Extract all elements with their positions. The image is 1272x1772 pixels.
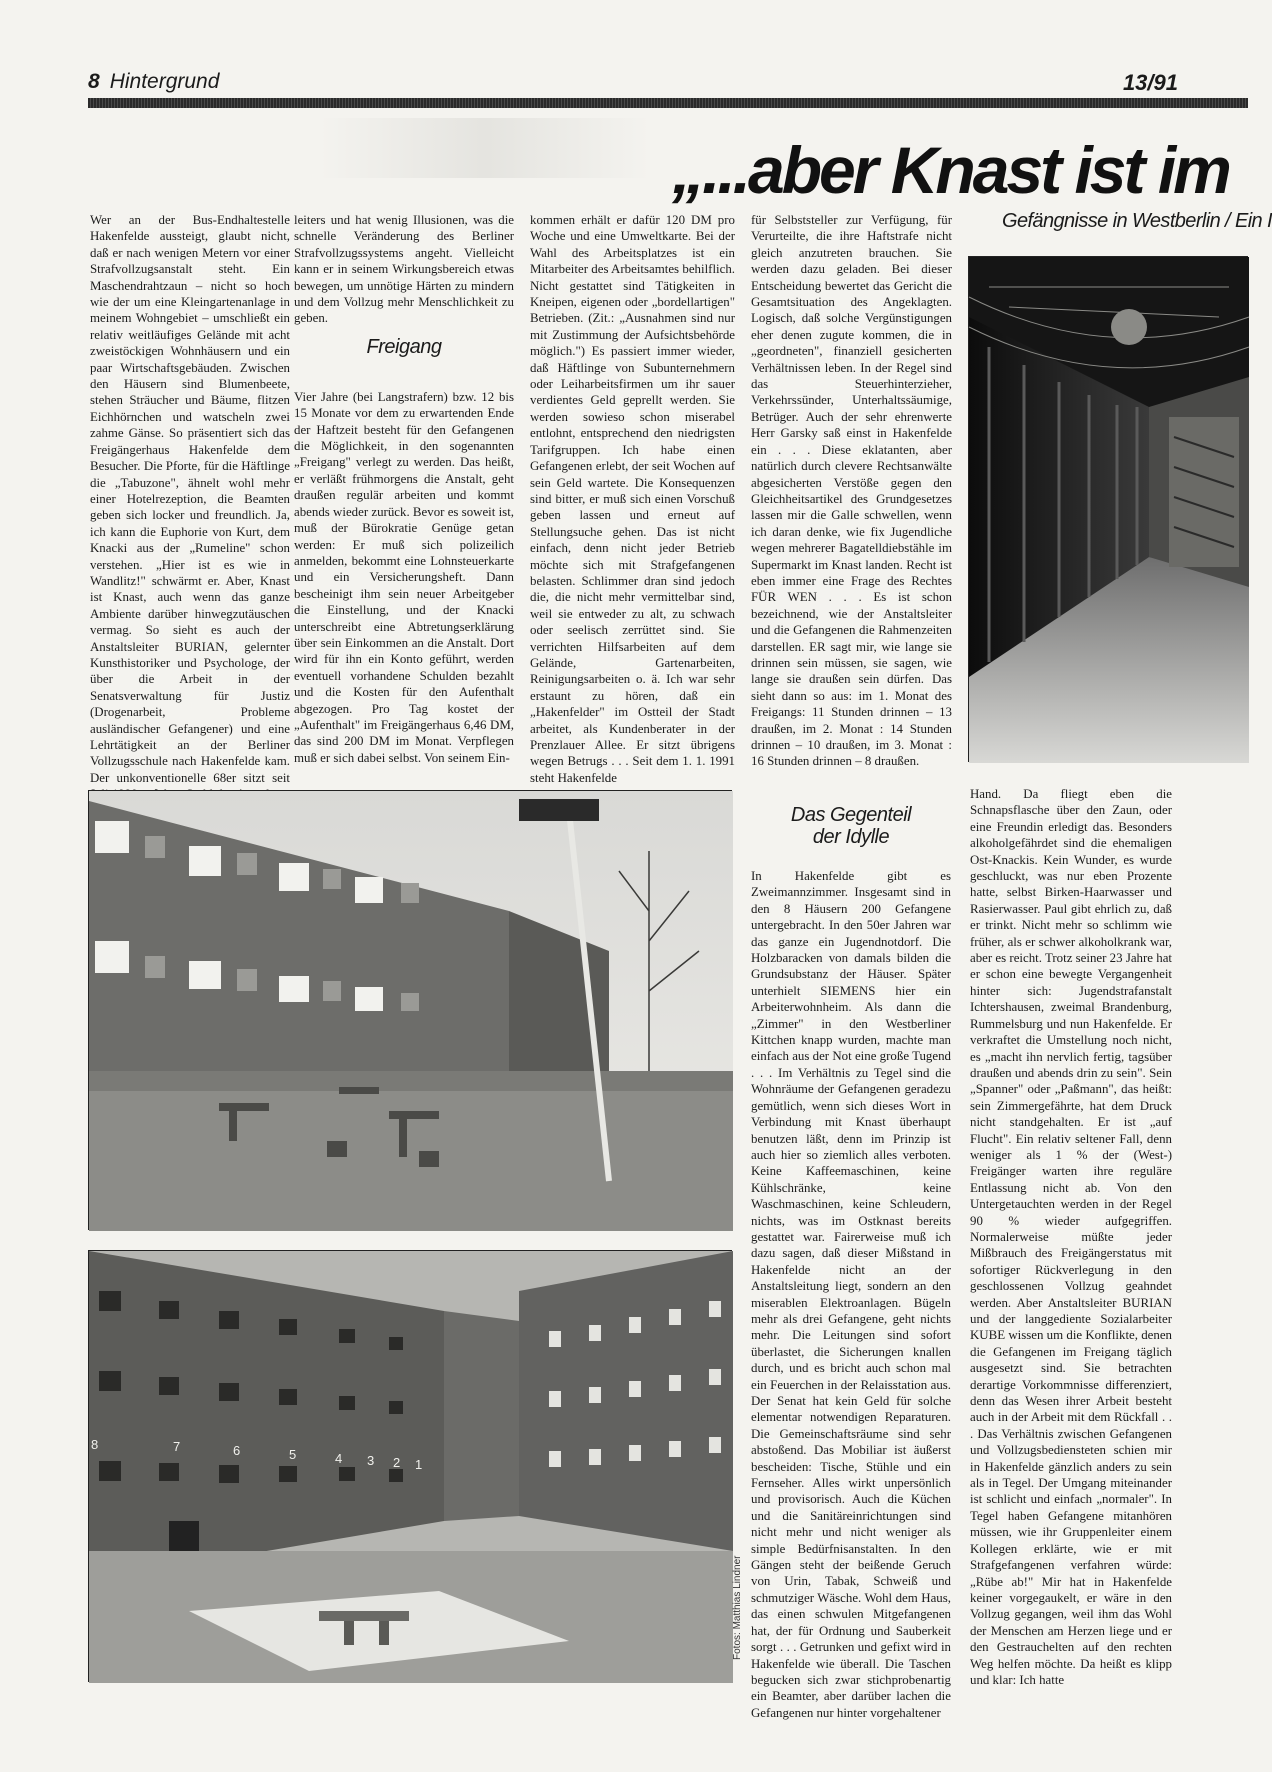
building-number-8: 8: [91, 1437, 99, 1452]
courtyard-illustration: [89, 791, 733, 1231]
building-number-6: 6: [233, 1443, 241, 1458]
article-column-5: [751, 868, 951, 1720]
column-3-text: kommen erhält er dafür 120 DM pro Woche und eine Umweltkarte. Bei der Wahl des Arbeitsplatzes ist ein Mitarbeiter des Arbeitsamtes behilflich. Nicht gestattet sind Tätigkeiten in Kneipen, eigenen oder „bordellartigen" Betrieben. (Zit.: „Ausnahmen sind nur mit Zustimmung der Aufsichtsbehörde möglich.") Es passiert immer wieder, daß Häftlinge von Subunternehmern oder Leiharbeitsfirmen um ihr sauer verdientes Geld geprellt werden. Sie werden sowieso schon miserabel entlohnt, entsprechend den niedrigsten Tarifgruppen. Ich habe einen Gefangenen erlebt, der seit Wochen auf sein Geld wartete. Die Konsequenzen sind bitter, er muß sich einen Vorschuß geben lassen und erneut auf Stellungsuche gehen. Das ist nicht einfach, denn nicht jeder Betrieb möchte sich mit Strafgefangenen belasten. Schlimmer dran sind jedoch die, die nicht mehr vermittelbar sind, weil sie entweder zu alt, zu schwach oder seelisch zerrüttet sind. Sie verrichten Hilfsarbeiten auf dem Gelände, Gartenarbeiten, Reinigungsarbeiten o. ä. Ich war sehr erstaunt zu hören, daß ein „Hakenfelder" im Ostteil der Stadt arbeitet, als Kundenberater in der Prenzlauer Allee. Er sitzt übrigens wegen Betrugs . . . Seit dem 1. 1. 1991 steht Hakenfelde: [530, 213, 735, 785]
subheading-gegenteil-line1: Das Gegenteil: [790, 804, 912, 826]
brick-prison-illustration: [89, 1251, 733, 1683]
building-number-5: 5: [289, 1447, 297, 1462]
column-2-text-b: Vier Jahre (bei Langstrafern) bzw. 12 bis 15 Monate vor dem zu erwartenden Ende der Haftzeit besteht für den Gefangenen die Möglichkeit, in den sogenannten „Freigang" verlegt zu werden. Das heißt, er verläßt frühmorgens die Anstalt, geht draußen regulär arbeiten und kommt abends wieder zurück. Bevor es soweit ist, muß der Bürokratie Genüge getan werden: Er muß sich polizeilich anmelden, bekommt eine Lohnsteuerkarte und ein Versicherungsheft. Dann bescheinigt ihm sein neuer Arbeitgeber die Einstellung, und der Knacki unterschreibt eine Abtretungserklärung über sein Einkommen an die Anstalt. Dort wird für ihn ein Konto geführt, werden eventuell vorhandene Schulden bezahlt und die Kosten für den Aufenthalt abgezogen. Pro Tag kostet der „Aufenthalt" im Freigängerhaus 6,46 DM, das sind 200 DM im Monat. Verpflegen muß er sich dabei selbst. Von seinem Ein-: [294, 389, 514, 765]
column-5-text: In Hakenfelde gibt es Zweimannzimmer. Insgesamt sind in den 8 Häusern 200 Gefangene untergebracht. In den 50er Jahren war das ganze ein Jugendnotdorf. Die Holzbaracken von damals bilden die Grundsubstanz der Häuser. Später unterhielt SIEMENS hier ein Arbeiterwohnheim. Als dann die „Zimmer" in den Westberliner Kittchen knapp wurden, machte man einfach aus der Not eine große Tugend . . . Im Verhältnis zu Tegel sind die Wohnräume der Gefangenen geradezu gemütlich, wenn sich dieses Wort in Verbindung mit Knast überhaupt benutzen läßt, denn im Prinzip ist auch hier so ziemlich alles verboten. Keine Kaffeemaschinen, keine Kühlschränke, keine Waschmaschinen, keine Schleudern, nichts, was im Ostknast bereits gestattet war. Fairerweise muß ich dazu sagen, daß dieser Mißstand in Hakenfelde nicht an der Anstaltsleitung liegt, sondern an den miserablen Elektroanlagen. Bügeln mehr als drei Gefangene, geht nichts mehr. Die Leitungen sind sofort überlastet, die Sicherungen knallen durch, und es bricht auch schon mal ein Feuerchen in der Relaisstation aus. Der Senat hat kein Geld für solche elementar notwendigen Reparaturen. Die Gemeinschaftsräume sind sehr abstoßend. Das Mobiliar ist äußerst bescheiden: Tische, Stühle und ein Fernseher. Alles wirkt unpersönlich und provisorisch. Auch die Küchen und die Sanitäreinrichtungen sind nicht mehr und nicht weniger als simple Bedürfnisanstalten. In den Gängen steht der beißende Geruch von Urin, Tabak, Schweiß und schmutziger Wäsche. Wohl dem Haus, das einen schwulen Mitgefangenen hat, der für Ordnung und Sauberkeit sorgt . . . Getrunken und gefixt wird in Hakenfelde wie überall. Die Taschen begucken sich zwar stichprobenartig ein Beamter, aber darüber lachen die Gefangenen nur hinter vorgehaltener: [751, 869, 951, 1720]
article-column-3: [530, 212, 735, 785]
article-column-1: [90, 212, 290, 785]
building-number-3: 3: [367, 1453, 375, 1468]
building-number-2: 2: [393, 1455, 401, 1470]
building-number-7: 7: [173, 1439, 181, 1454]
column-6-text: Hand. Da fliegt eben die Schnapsflasche über den Zaun, oder eine Freundin erledigt das. Besonders alkoholgefährdet sind die ehemaligen Ost-Knackis. Kein Wunder, es wurde geschluckt, was nur eben Prozente hatte, selbst Birken-Haarwasser und Rasierwasser. Paul gibt ehrlich zu, daß er trinkt. Nicht mehr so schlimm wie früher, als er schwer alkoholkrank war, aber es reicht. Trotz seiner 23 Jahre hat er schon eine bewegte Vergangenheit hinter sich: Jugendstrafanstalt Ichtershausen, zweimal Brandenburg, Rummelsburg und nun Hakenfelde. Er verkraftet die Umstellung noch nicht, es „macht ihn nervlich fertig, tagsüber draußen und abends drin zu sein". Sein „Spanner" oder „Paßmann", das heißt: sein Zimmergefährte, hat dem Druck nicht standgehalten. Er ist „auf Flucht". Ein relativ seltener Fall, denn weniger als 1 % der (West-) Freigänger warten ihre reguläre Entlassung nicht ab. Von den Untergetauchten werden in der Regel 90 % wieder aufgegriffen. Normalerweise müßte jeder Mißbrauch des Freigängerstatus mit sofortiger Rückverlegung in den geschlossenen Vollzug geahndet werden. Aber Anstaltsleiter BURIAN und der langgediente Sozialarbeiter KUBE wissen um die Konflikte, denen die Gefangenen im Freigang täglich ausgesetzt sind. Sie betrachten derartige Vorkommnisse differenziert, denn das Wesen ihrer Arbeit besteht auch in der Arbeit mit dem Rückfall . . . Das Verhältnis zwischen Gefangenen und Vollzugsbediensteten schien mir in Hakenfelde gänzlich anders zu sein als in Tegel. Der Umgang miteinander ist schlicht und einfach „normaler". In Tegel haben Gefangene mitanhören müssen, wie ihr Gruppenleiter einem Kollegen erklärte, wie er mit Strafgefangenen verfahren würde: „Rübe ab!" Mir hat in Hakenfelde keiner vorgegaukelt, er wäre in den Vollzug gegangen, weil ihm das Wohl der Menschen am Herzen liege und er den Gestrauchelten auf den rechten Weg helfen möchte. Da heißt es klipp und klar: Ich hatte: [970, 787, 1172, 1687]
subheading-gegenteil-line2: der Idylle: [812, 826, 890, 848]
headline: „...aber Knast ist im: [672, 133, 1229, 207]
article-column-6: [970, 786, 1172, 1716]
subheading-gegenteil: [751, 804, 951, 848]
photo-prison-corridor: [968, 256, 1248, 762]
building-number-4: 4: [335, 1451, 343, 1466]
issue-number: 13/91: [1122, 70, 1178, 95]
header-rule: [88, 98, 1248, 108]
subheadline: Gefängnisse in Westberlin / Ein I: [1002, 210, 1272, 232]
section-name: Hintergrund: [109, 70, 220, 93]
photo-building-courtyard: [88, 790, 732, 1230]
article-column-2: [294, 212, 514, 772]
page-number: 8: [88, 70, 100, 93]
column-1-text: Wer an der Bus-Endhaltestelle Hakenfelde aussteigt, glaubt nicht, daß er nach wenigen Metern vor einer Strafvollzugsanstalt steht. Ein Maschendrahtzaun – nicht so hoch wie der um eine Kleingartenanlage in meinem Wohngebiet – umschließt ein relativ weitläufiges Gelände mit acht zweistöckigen Wohnhäusern und ein paar Wirtschaftsgebäuden. Zwischen den Häusern sind Blumenbeete, stehen Sträucher und Bäume, flitzen Eichhörnchen und watscheln zwei zahme Gänse. So präsentiert sich das Freigängerhaus Hakenfelde dem Besucher. Die Pforte, für die Häftlinge die „Tabuzone", ähnelt wohl mehr einer Hotelrezeption, die Beamten geben sich locker und freundlich. Ja, ich kann die Euphorie von Kurt, dem Knacki aus der „Rumeline" schon verstehen. „Hier ist es wie in Wandlitz!" schwärmt er. Aber, Knast ist Knast, auch wenn das ganze Ambiente darüber hinwegzutäuschen vermag. So sieht es auch der Anstaltsleiter BURIAN, gelernter Kunsthistoriker und Psychologe, der über die Arbeit in der Senatsverwaltung für Justiz (Drogenarbeit, Probleme ausländischer Gefangener) und eine Lehrtätigkeit an der Berliner Vollzugsschule nach Hakenfelde kam. Der unkonventionelle 68er sitzt seit: [90, 213, 290, 785]
corridor-illustration: [969, 257, 1249, 763]
article-column-4: [751, 212, 952, 782]
show-through-print: [320, 118, 650, 178]
photo-brick-prison: [88, 1250, 732, 1682]
column-4-text: für Selbststeller zur Verfügung, für Verurteilte, die ihre Haftstrafe nicht gleich anzutreten brauchen. Sie werden dazu geladen. Bei dieser Entscheidung bewertet das Gericht die Gesamtsituation des Angeklagten. Logisch, daß solche Vergünstigungen eher denen zugute kommen, die in „geordneten", finanziell gesicherten Verhältnissen leben. In der Regel sind das Steuerhinterzieher, Verkehrssünder, Unterhaltssäumige, Betrüger. Auch der sehr ehrenwerte Herr Garsky saß einst in Hakenfelde ein . . . Diese eklatanten, aber natürlich durch clevere Rechtsanwälte abgesicherten Verstöße gegen den Gleichheitsartikel des Grundgesetzes lassen mir die Galle schwellen, wenn ich daran denke, wie fix Jugendliche wegen mehrerer Bagatelldiebstähle im Supermarkt im Knast landen. Recht ist eben immer eine Frage des Rechtes FÜR WEN . . . Es ist schon bezeichnend, wie der Anstaltsleiter und die Gefangenen die Rahmenzeiten darstellen. ER sagt mir, wie lange sie drinnen sein müssen, sie sagen, wie lange sie draußen sein dürfen. Das sieht dann so aus: im 1. Monat des Freigangs: 11 Stunden drinnen – 13 draußen, im 2. Monat : 14 Stunden drinnen – 10 draußen, im 3. Monat : 16 Stunden drinnen – 8 draußen.: [751, 213, 952, 769]
subheading-freigang: Freigang: [366, 336, 442, 358]
page-header-left: [88, 70, 219, 94]
building-number-1: 1: [415, 1457, 423, 1472]
column-2-text-a: leiters und hat wenig Illusionen, was die schnelle Veränderung des Berliner Strafvollzugssystems angeht. Vielleicht kann er in seinem Wirkungsbereich etwas bewegen, um unnötige Härten zu mindern und dem Vollzug mehr Menschlichkeit zu geben.: [294, 213, 514, 326]
photo-credit: Fotos: Matthias Lindner: [732, 1555, 743, 1660]
